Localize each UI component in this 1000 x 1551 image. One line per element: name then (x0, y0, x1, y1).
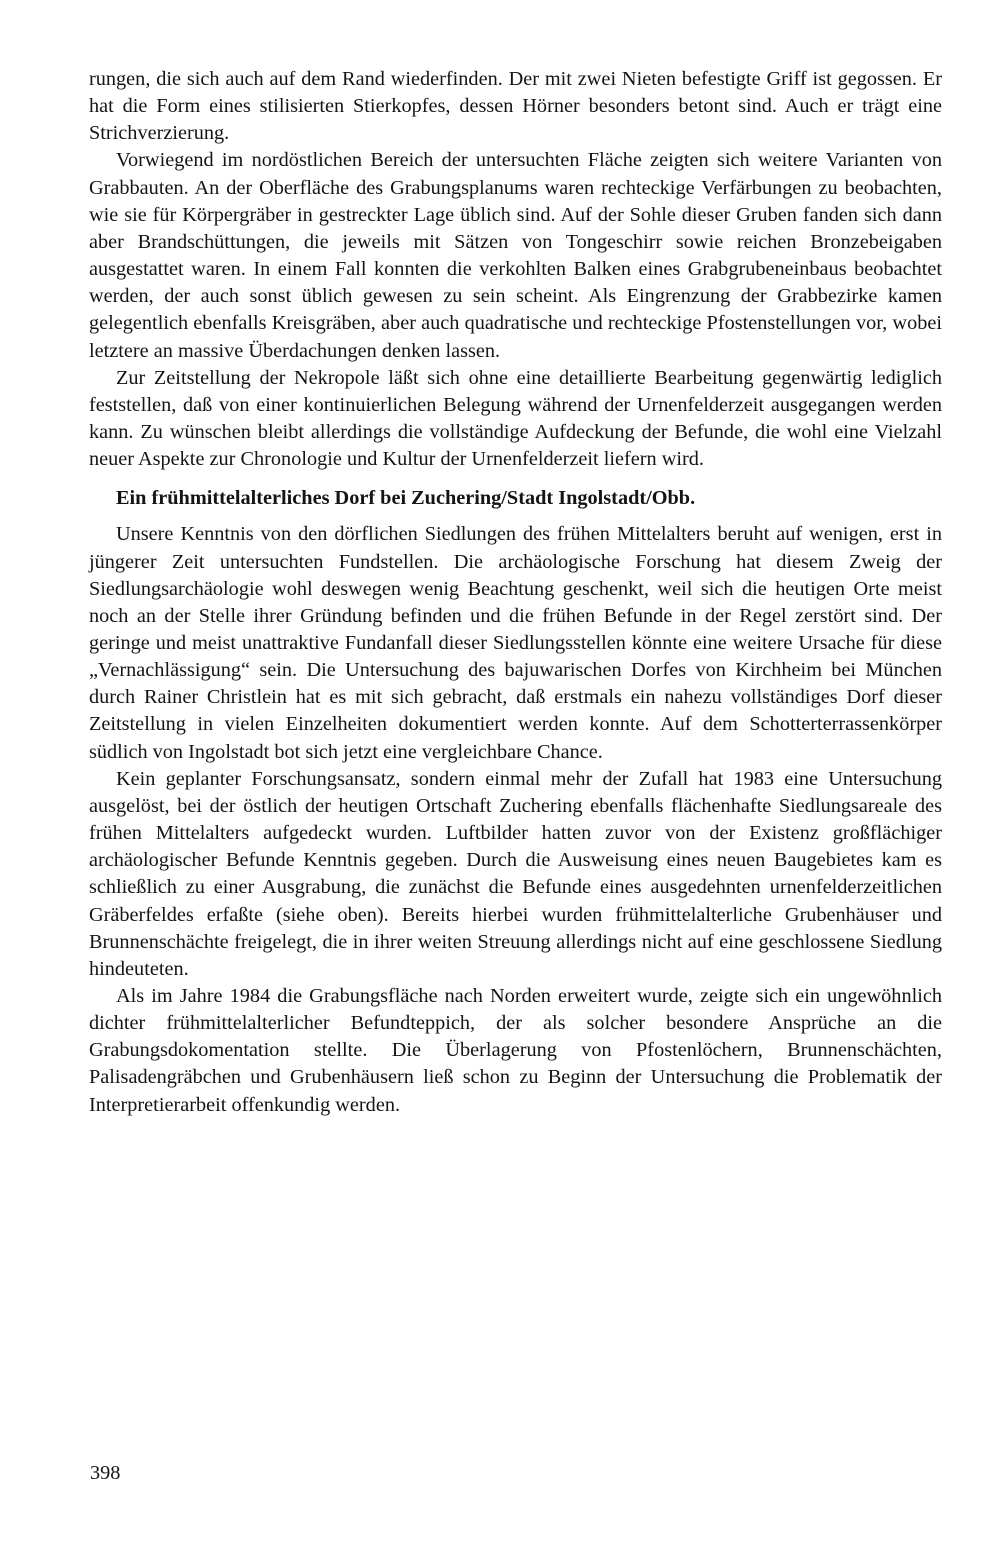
paragraph-continued: rungen, die sich auch auf dem Rand wiederfinden. Der mit zwei Nieten befestigte Griff ist gegossen. Er hat die Form eines stilisierten Stierkopfes, dessen Hörner besonders betont sind. Auch er trägt eine Strichverzierung. (89, 68, 942, 145)
paragraph: Als im Jahre 1984 die Grabungsfläche nach Norden erweitert wurde, zeigte sich ein ungewöhnlich dichter frühmittelalterlicher Befundteppich, der als solcher besondere Ansprüche an die Grabungsdokomentation stellte. Die Überlagerung von Pfostenlöchern, Brunnenschächten, Palisadengräbchen und Grubenhäusern ließ schon zu Beginn der Untersuchung die Problematik der Interpretierarbeit offenkundig werden. (89, 985, 942, 1116)
section-early-medieval-village (89, 521, 942, 1118)
paragraph: Unsere Kenntnis von den dörflichen Siedlungen des frühen Mittelalters beruht auf wenigen, erst in jüngerer Zeit untersuchten Fundstellen. Die archäologische Forschung hat diesem Zweig der Siedlungsarchäologie wohl deswegen wenig Beachtung geschenkt, weil sich die heutigen Orte meist noch an der Stelle ihrer Gründung befinden und die frühen Befunde in der Regel zerstört sind. Der geringe und meist unattraktive Fundanfall dieser Siedlungsstellen könnte eine weitere Ursache für diese „Vernachlässigung“ sein. Die Untersuchung des bajuwarischen Dorfes von Kirchheim bei München durch Rainer Christlein hat es mit sich gebracht, daß erstmals ein nahezu vollständiges Dorf dieser Zeitstellung in vielen Einzelheiten dokumentiert werden konnte. Auf dem Schotterterrassenkörper südlich von Ingolstadt bot sich jetzt eine vergleichbare Chance. (89, 523, 942, 763)
page-number: 398 (90, 1462, 121, 1484)
paragraph: Kein geplanter Forschungsansatz, sondern einmal mehr der Zufall hat 1983 eine Untersuchung ausgelöst, bei der östlich der heutigen Ortschaft Zuchering ebenfalls flächenhafte Siedlungsareale des frühen Mittelalters aufgedeckt wurden. Luftbilder hatten zuvor von der Existenz großflächiger archäologischer Befunde Kenntnis gegeben. Durch die Ausweisung eines neuen Baugebietes kam es schließlich zu einer Ausgrabung, die zunächst die Befunde eines ausgedehnten urnenfelderzeitlichen Gräberfeldes erfaßte (siehe oben). Bereits hierbei wurden frühmittelalterliche Grubenhäuser und Brunnenschächte freigelegt, die in ihrer weiten Streuung allerdings nicht auf eine geschlossene Siedlung hindeuteten. (89, 767, 942, 980)
section-urnfield-cemetery (89, 66, 942, 473)
section-heading: Ein frühmittelalterliches Dorf bei Zuchering/Stadt Ingolstadt/Obb. (116, 487, 696, 510)
paragraph: Zur Zeitstellung der Nekropole läßt sich ohne eine detaillierte Bearbeitung gegenwärtig lediglich feststellen, daß von einer kontinuierlichen Belegung während der Urnenfelderzeit ausgegangen werden kann. Zu wünschen bleibt allerdings die vollständige Aufdeckung der Befunde, die wohl eine Vielzahl neuer Aspekte zur Chronologie und Kultur der Urnenfelderzeit liefern wird. (89, 366, 942, 471)
paragraph: Vorwiegend im nordöstlichen Bereich der untersuchten Fläche zeigten sich weitere Varianten von Grabbauten. An der Oberfläche des Grabungsplanums waren rechteckige Verfärbungen zu beobachten, wie sie für Körpergräber in gestreckter Lage üblich sind. Auf der Sohle dieser Gruben fanden sich dann aber Brandschüttungen, die jeweils mit Sätzen von Tongeschirr sowie reichen Bronzebeigaben ausgestattet waren. In einem Fall konnten die verkohlten Balken eines Grabgrubeneinbaus beobachtet werden, der auch sonst üblich gewesen zu sein scheint. Als Eingrenzung der Grabbezirke kamen gelegentlich ebenfalls Kreisgräben, aber auch quadratische und rechteckige Pfostenstellungen vor, wobei letztere an massive Überdachungen denken lassen. (89, 149, 942, 362)
page-body (89, 66, 942, 1119)
